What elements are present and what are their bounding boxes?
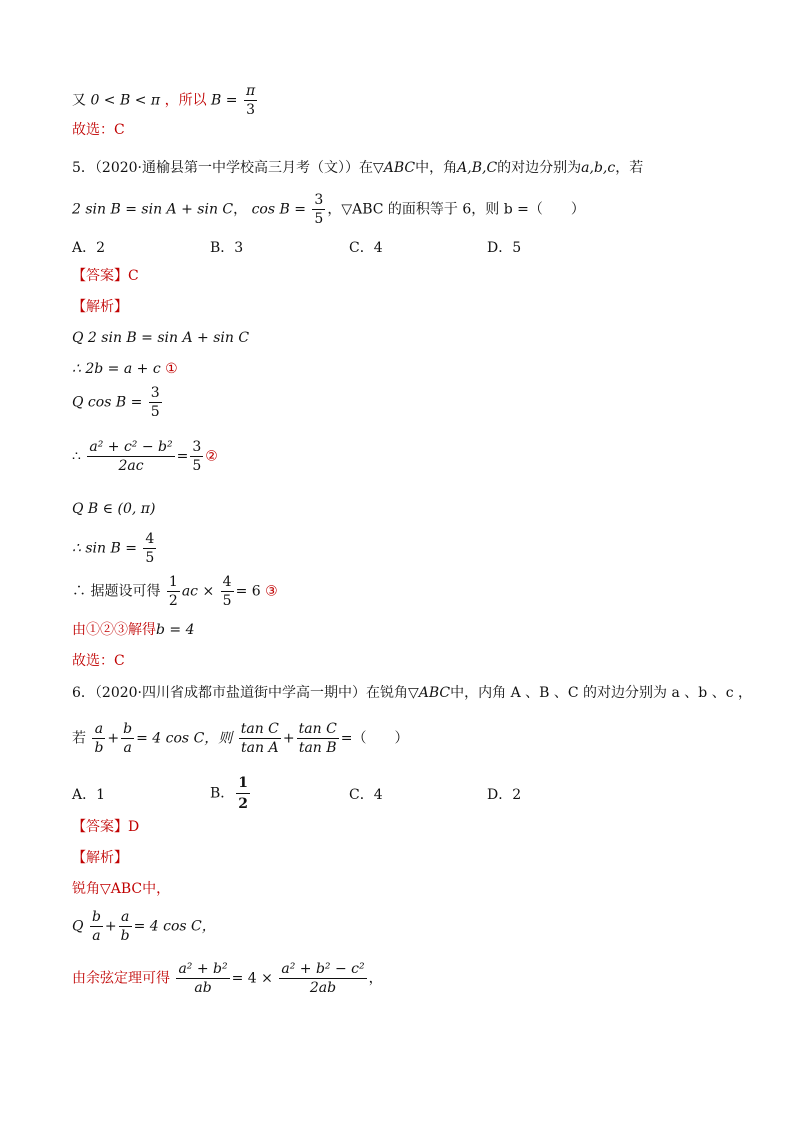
select-label: 故选： — [72, 122, 114, 138]
numerator: b — [91, 909, 101, 925]
select-answer-1 — [72, 123, 125, 137]
marker-1: ① — [165, 361, 178, 377]
analysis-tag: 【解析】 — [72, 850, 128, 866]
question-5-title — [72, 161, 643, 175]
angle-vars: A,B,C — [457, 160, 498, 176]
answer-value: C — [128, 268, 139, 284]
text: 若 — [72, 730, 86, 747]
step-3 — [72, 386, 164, 419]
fraction — [121, 722, 134, 755]
select-answer-2 — [72, 654, 125, 668]
denominator: 2 — [238, 796, 249, 812]
text: = 4 cos C，则 — [136, 730, 233, 747]
denominator: 5 — [192, 458, 202, 474]
equation: ∴ sin B = — [72, 540, 137, 557]
question-header: 5．（2020·通榆县第一中学校高三月考（文））在 — [72, 160, 373, 176]
denominator: 5 — [145, 550, 155, 566]
text: 由①②③解得 — [72, 622, 156, 638]
option-c: C．4 — [349, 240, 383, 256]
text: ∴ — [72, 448, 81, 465]
text: ，▽ABC 的面积等于 6，则 b =（ ） — [327, 201, 585, 218]
marker-2: ② — [205, 448, 218, 465]
analysis-line-1: 锐角▽ABC中， — [72, 881, 171, 897]
fraction — [221, 575, 234, 608]
text: = 6 — [235, 583, 261, 600]
fraction — [236, 775, 250, 812]
numerator: a — [119, 910, 132, 927]
fraction — [190, 440, 203, 473]
question-6-condition — [72, 722, 409, 755]
question-6-title — [72, 686, 752, 700]
denominator: a — [123, 740, 132, 756]
denominator: a — [92, 928, 101, 944]
denominator: tan A — [241, 740, 279, 756]
denominator: 5 — [150, 404, 160, 420]
analysis-line-2 — [72, 910, 216, 943]
text: ac × — [181, 583, 215, 600]
numerator: 3 — [314, 192, 324, 208]
equation: Q cos B = — [72, 394, 143, 411]
step-5: Q B ∈ (0, π) — [72, 501, 156, 517]
select-label: 故选： — [72, 653, 114, 669]
fraction — [167, 575, 180, 608]
numerator: 3 — [192, 439, 202, 455]
step-6 — [72, 532, 158, 565]
denominator: 2 — [168, 593, 178, 609]
step-4 — [72, 440, 218, 473]
text: 由余弦定理可得 — [72, 970, 170, 987]
fraction — [87, 440, 174, 473]
math-lhs: B = — [211, 92, 238, 109]
equation: 2 sin B = sin A + sin C — [72, 201, 234, 218]
numerator: a² + b² — [178, 961, 228, 977]
text: Q — [72, 918, 84, 935]
analysis-tag: 【解析】 — [72, 299, 128, 315]
fraction — [143, 532, 156, 565]
text: 又 — [72, 92, 86, 109]
fraction — [312, 193, 325, 226]
text: ， — [368, 970, 383, 987]
numerator: 1 — [236, 775, 250, 794]
marker-3: ③ — [265, 583, 278, 600]
denominator: tan B — [298, 740, 337, 756]
text: = 4 × — [231, 970, 273, 987]
question-header: 6．（2020·四川省成都市盐道街中学高一期中）在锐角 — [72, 685, 408, 701]
numerator: a² + c² − b² — [89, 439, 173, 455]
numerator: 4 — [145, 531, 155, 547]
numerator: a² + b² − c² — [281, 961, 365, 977]
text: ， — [233, 201, 248, 218]
answer-tag: 【答案】 — [72, 819, 128, 835]
equation: cos B = — [251, 201, 306, 218]
denominator: 5 — [314, 211, 324, 227]
question-5-condition — [72, 193, 585, 226]
step-7 — [72, 575, 278, 608]
answer-tag: 【答案】 — [72, 268, 128, 284]
fraction — [92, 722, 105, 755]
math-inequality: 0 < B < π — [90, 92, 161, 109]
text: + — [107, 730, 120, 747]
option-a: A．2 — [72, 240, 106, 256]
text: + — [282, 730, 295, 747]
option-b — [210, 775, 252, 812]
numerator: π — [245, 83, 256, 99]
text: = — [176, 448, 189, 465]
numerator: tan C — [298, 721, 337, 737]
text: ∴ 据题设可得 — [72, 583, 161, 600]
numerator: a — [92, 722, 105, 739]
equation: ∴ 2b = a + c — [72, 361, 161, 377]
triangle-label: ▽ABC — [408, 685, 451, 701]
step-2 — [72, 362, 178, 376]
fraction — [239, 722, 281, 755]
text: + — [104, 918, 117, 935]
fraction — [176, 962, 229, 995]
select-value: C — [114, 653, 125, 669]
numerator: tan C — [240, 721, 279, 737]
option-c: C．4 — [349, 787, 383, 803]
text: 的对边分别为 — [497, 160, 582, 176]
option-label: B． — [210, 785, 235, 802]
fraction — [279, 962, 366, 995]
answer-6 — [72, 820, 139, 834]
select-value: C — [114, 122, 125, 138]
equation: b = 4 — [156, 622, 195, 638]
side-vars: a,b,c — [581, 160, 616, 176]
text: = 4 cos C， — [133, 918, 216, 935]
fraction — [119, 910, 132, 943]
text: ，若 — [615, 160, 644, 176]
denominator: 2ac — [118, 458, 144, 474]
denominator: ab — [194, 980, 212, 996]
denominator: 3 — [246, 102, 256, 118]
line-angle-conclusion — [72, 84, 259, 117]
text: =（ ） — [340, 730, 409, 747]
denominator: b — [94, 740, 104, 756]
triangle-label: ▽ABC — [373, 160, 416, 176]
answer-5 — [72, 269, 139, 283]
option-b: B．3 — [210, 240, 244, 256]
text: 中，内角 A 、B 、C 的对边分别为 a 、b 、c ， — [450, 685, 753, 701]
analysis-line-3 — [72, 962, 383, 995]
numerator: 3 — [150, 385, 160, 401]
numerator: b — [123, 721, 133, 737]
step-8 — [72, 623, 195, 637]
fraction — [149, 386, 162, 419]
fraction — [297, 722, 339, 755]
fraction — [90, 910, 103, 943]
denominator: 5 — [222, 593, 232, 609]
text: ，所以 — [164, 92, 207, 109]
answer-value: D — [128, 819, 140, 835]
option-d: D．2 — [487, 787, 522, 803]
text: 中，角 — [415, 160, 458, 176]
denominator: b — [120, 928, 130, 944]
option-d: D．5 — [487, 240, 522, 256]
numerator: 1 — [168, 574, 178, 590]
option-a: A．1 — [72, 787, 106, 803]
numerator: 4 — [222, 574, 232, 590]
fraction — [244, 84, 257, 117]
step-1: Q 2 sin B = sin A + sin C — [72, 330, 250, 346]
denominator: 2ab — [309, 980, 337, 996]
